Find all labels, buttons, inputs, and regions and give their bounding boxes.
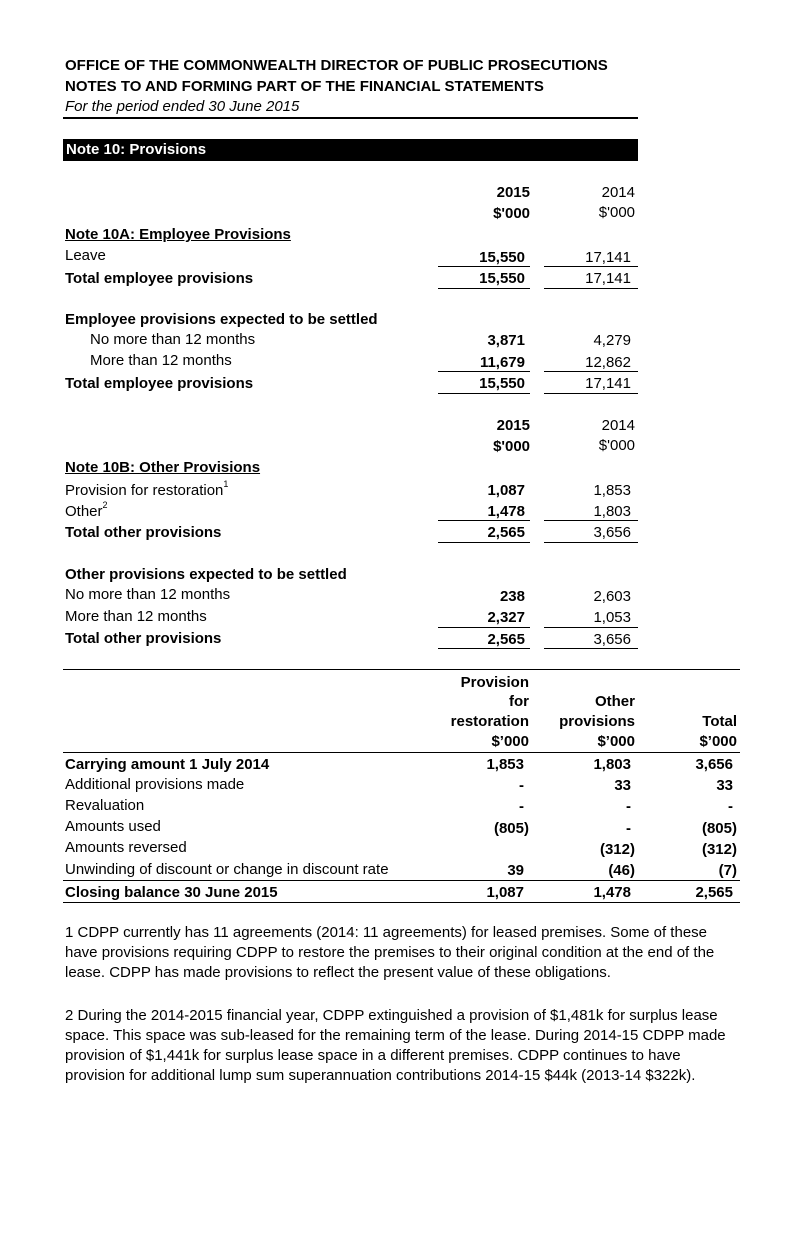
other-2015: 1,478 [487,503,525,520]
total-other-2-2015: 2,565 [487,631,525,648]
employee-no-more-2015: 3,871 [487,332,525,349]
mv-row-c2: 1,803 [593,756,631,773]
total-other-label: Total other provisions [65,524,222,541]
mv-h-c1-l1: Provision [460,674,529,691]
employee-settled-title: Employee provisions expected to be settled [65,311,378,328]
col-header-2014: 2014 [601,184,635,201]
other-more-2014: 1,053 [593,609,631,626]
mv-row-c3: (312) [701,841,737,858]
footnote-1: 1 CDPP currently has 11 agreements (2014: 11 agreements) for leased premises. Some of these have provisions requiring CDPP to restore the premises to their original condition at the end of the lease. CDPP has made provisions to reflect the present value of these obligations. [65,924,715,981]
mv-row-label: Amounts used [65,818,161,835]
total-employee-2014: 17,141 [585,270,631,287]
header-line-2: NOTES TO AND FORMING PART OF THE FINANCIAL STATEMENTS [65,78,544,95]
mv-row-c3: 33 [716,777,733,794]
footnote-ref-2: 2 [102,500,108,510]
mv-h-c3-l1: Total [702,713,737,730]
movement-subtotal-rule [63,880,740,881]
rule [544,520,638,521]
total-other-2015: 2,565 [487,524,525,541]
mv-row-label: Revaluation [65,797,145,814]
col-header-2014-b: 2014 [601,417,635,434]
mv-row-c2: - [626,798,631,815]
leave-label: Leave [65,247,106,264]
header-period: For the period ended 30 June 2015 [65,98,300,115]
rule [544,393,638,394]
rule [544,627,638,628]
mv-row-c1: - [519,777,524,794]
mv-row-c2: 1,478 [593,884,631,901]
total-employee-2-2014: 17,141 [585,375,631,392]
rule [438,393,530,394]
mv-row-label: Carrying amount 1 July 2014 [65,756,270,773]
mv-row-c3: (7) [718,862,737,879]
employee-no-more-label: No more than 12 months [90,331,256,348]
restoration-label: Provision for restoration$^1$ [65,479,229,499]
movement-bottom-rule [63,902,740,903]
mv-row-label: Amounts reversed [65,839,187,856]
mv-row-c1: (805) [493,820,529,837]
other-no-more-2015: 238 [499,588,525,605]
leave-2015: 15,550 [479,249,525,266]
total-other-2-2014: 3,656 [593,631,631,648]
rule [438,627,530,628]
mv-row-c1: - [519,798,524,815]
mv-h-c1-l3: restoration [450,713,529,730]
total-other-2014: 3,656 [593,524,631,541]
mv-row-c1: 1,087 [486,884,524,901]
rule [544,371,638,372]
mv-row-c3: 3,656 [695,756,733,773]
rule [544,288,638,289]
total-employee-2-label: Total employee provisions [65,375,254,392]
mv-row-c2: (312) [599,841,635,858]
employee-more-label: More than 12 months [90,352,232,369]
total-other-2-label: Total other provisions [65,630,222,647]
mv-row-label: Closing balance 30 June 2015 [65,884,278,901]
movement-top-rule [63,669,740,670]
employee-no-more-2014: 4,279 [593,332,631,349]
rule [438,648,530,649]
rule [438,542,530,543]
rule [544,266,638,267]
leave-2014: 17,141 [585,249,631,266]
rule [544,648,638,649]
rule [438,288,530,289]
note-10a-title: Note 10A: Employee Provisions [65,226,291,243]
rule [544,542,638,543]
col-header-2015: 2015 [496,184,530,201]
mv-h-c2-l1: Other [594,693,635,710]
mv-row-c3: - [728,798,733,815]
mv-row-c1: 39 [507,862,524,879]
mv-h-c2-l2: provisions [559,713,635,730]
header-rule [63,117,638,119]
mv-row-label: Unwinding of discount or change in discount rate [65,861,389,878]
mv-row-c2: - [626,820,631,837]
mv-h-c2-l3: $’000 [597,733,635,750]
mv-h-c1-l2: for [509,693,529,710]
note-title-bar: Note 10: Provisions [63,139,638,161]
restoration-2014: 1,853 [593,482,631,499]
total-employee-2-2015: 15,550 [479,375,525,392]
mv-h-c1-l4: $’000 [491,733,529,750]
total-employee-label: Total employee provisions [65,270,254,287]
col-header-2015-b: 2015 [496,417,530,434]
mv-row-label: Additional provisions made [65,776,245,793]
rule [438,266,530,267]
footnote-ref-1: 1 [223,479,229,489]
col-unit-2014: $'000 [598,204,635,221]
footnote-2: 2 During the 2014-2015 financial year, CDPP extinguished a provision of $1,481k for surplus lease space. This space was sub-leased for the remaining term of the lease. During 2014-15 CDPP made provision of $1,441k for surplus lease space in a different premises. CDPP continues to have provision for additional lump sum superannuation contributions 2014-15 $44k (2013-14 $322k). [65,1007,726,1084]
other-no-more-label: No more than 12 months [65,586,231,603]
col-unit-2014-b: $'000 [598,437,635,454]
col-unit-2015: $'000 [493,205,530,222]
other-2014: 1,803 [593,503,631,520]
other-settled-title: Other provisions expected to be settled [65,566,347,583]
mv-row-c3: 2,565 [695,884,733,901]
col-unit-2015-b: $'000 [493,438,530,455]
note-10b-title: Note 10B: Other Provisions [65,459,261,476]
total-employee-2015: 15,550 [479,270,525,287]
other-more-2015: 2,327 [487,609,525,626]
header-line-1: OFFICE OF THE COMMONWEALTH DIRECTOR OF PUBLIC PROSECUTIONS [65,57,608,74]
movement-header-rule [63,752,740,753]
rule [438,520,530,521]
restoration-2015: 1,087 [487,482,525,499]
other-more-label: More than 12 months [65,608,207,625]
mv-row-c1: 1,853 [486,756,524,773]
employee-more-2014: 12,862 [585,354,631,371]
employee-more-2015: 11,679 [479,354,525,371]
other-label: Other$^2$ [65,500,108,520]
other-no-more-2014: 2,603 [593,588,631,605]
mv-row-c3: (805) [701,820,737,837]
mv-row-c2: (46) [608,862,635,879]
rule [438,371,530,372]
mv-row-c2: 33 [614,777,631,794]
mv-h-c3-l2: $’000 [699,733,737,750]
